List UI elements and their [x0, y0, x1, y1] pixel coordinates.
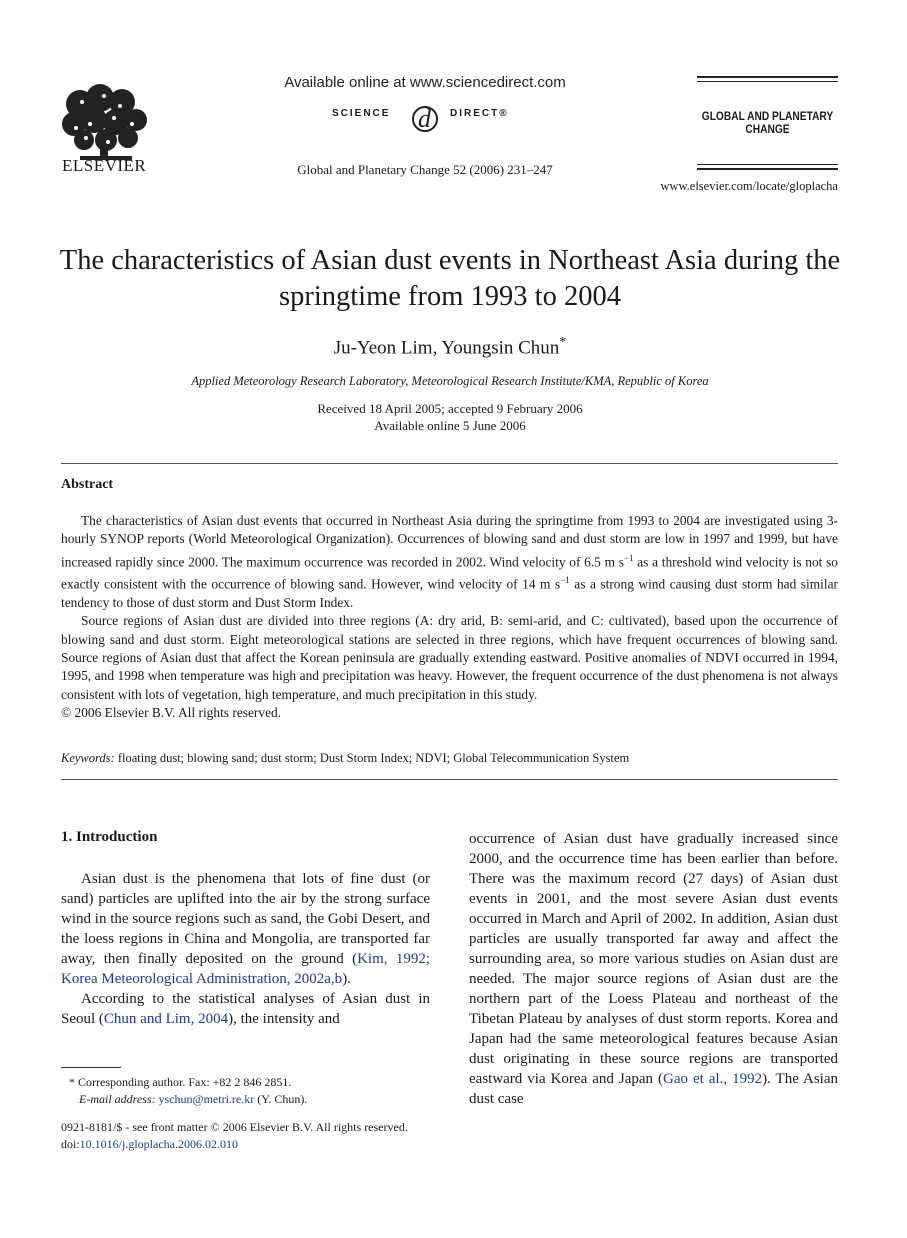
keywords-list: floating dust; blowing sand; dust storm; Dust Storm Index; NDVI; Global Telecommunication System [114, 751, 630, 765]
journal-rule-bottom [697, 168, 838, 170]
journal-rule-top-thin [697, 81, 838, 82]
journal-citation: Global and Planetary Change 52 (2006) 231–247 [297, 162, 553, 177]
copyright-notice: © 2006 Elsevier B.V. All rights reserved. [61, 704, 282, 720]
abstract-paragraph-2: Source regions of Asian dust are divided into three regions (A: dry arid, B: semi-arid, and C: cultivated), based upon the occurrence of blowing sand and dust storm. Eight meteorological stations are selected in three regions, which have frequent occurrences of blowing sand. Source regions of Asian dust that affect the Korean peninsula are gradually extending eastward. Positive anomalies of NDVI occurred in 1994, 1995, and 1998 when temperature was high and precipitation was heavy. However, the frequent occurrence of the dust phenomena is not always consistent with lots of vegetation, high temperature, and much precipitation in this study. [61, 613, 838, 702]
journal-rule-bottom-thin [697, 164, 838, 165]
email-link[interactable]: yschun@metri.re.kr [158, 1092, 255, 1106]
abstract-rule-bottom [61, 779, 838, 780]
keywords [61, 751, 838, 766]
author-names: Ju-Yeon Lim, Youngsin Chun [333, 337, 560, 359]
citation-link-gao[interactable]: Gao et al., 1992 [662, 1071, 763, 1087]
sciencedirect-word-left: SCIENCE [332, 108, 391, 119]
author-list [150, 335, 750, 359]
journal-rule-top [697, 76, 838, 78]
article-dates [200, 400, 700, 434]
column-left [61, 869, 430, 1029]
journal-url[interactable]: www.elsevier.com/locate/gloplacha [660, 179, 838, 193]
affiliation: Applied Meteorology Research Laboratory, Meteorological Research Institute/KMA, Republic of Korea [191, 374, 709, 388]
available-online-text[interactable]: Available online at www.sciencedirect.com [284, 74, 566, 91]
sciencedirect-word-right: DIRECT® [450, 108, 509, 119]
intro-paragraph-1: Asian dust is the phenomena that lots of fine dust (or sand) particles are uplifted into the air by the strong surface wind in the source regions such as sand, the Gobi Desert, and the loess regions in China and Mongolia, are transported far away, then finally deposited on the ground (Kim, 1992; Korea Meteorological Administration, 2002a,b). [61, 871, 430, 987]
svg-text:d: d [418, 104, 431, 133]
abstract-rule-top [61, 463, 838, 464]
abstract-paragraph-1: The characteristics of Asian dust events that occurred in Northeast Asia during the springtime from 1993 to 2004 are investigated using 3-hourly SYNOP reports (World Meteorological Organization). Occurrences of blowing sand and dust storm are low in 1997 and 1999, but have increased rapidly since 2000. The maximum occurrence was recorded in 2002. Wind velocity of 6.5 m $s^{-1}$ as a threshold wind velocity is not so exactly consistent with the occurrence of blowing sand. However, wind velocity of 14 m $s^{-1}$ as a strong wind causing dust storm had similar tendency to those of dust storm and Dust Storm Index. [61, 513, 838, 611]
citation-link-kim[interactable]: Kim, 1992; Korea Meteorological Administration, 2002a,b [61, 951, 430, 987]
abstract-body [61, 512, 838, 722]
column-right [469, 829, 838, 1109]
intro-paragraph-2: According to the statistical analyses of Asian dust in Seoul (Chun and Lim, 2004), the intensity and [61, 991, 430, 1027]
corresponding-author-footnote: * Corresponding author. Fax: +82 2 846 2851. E-mail address: yschun@metri.re.kr (Y. Chun). [69, 1075, 308, 1106]
received-date: Received 18 April 2005; accepted 9 February 2006 [317, 401, 583, 416]
corresponding-author-mark[interactable]: * [559, 335, 567, 350]
sciencedirect-logo-icon [406, 96, 446, 136]
abstract-heading: Abstract [61, 477, 114, 492]
footnote-rule [61, 1067, 121, 1068]
email-label: E-mail address: [79, 1092, 156, 1106]
available-date: Available online 5 June 2006 [374, 418, 526, 433]
issn-line: 0921-8181/$ - see front matter © 2006 Elsevier B.V. All rights reserved. [61, 1120, 408, 1134]
doi-link[interactable]: 10.1016/j.gloplacha.2006.02.010 [79, 1137, 238, 1151]
article-title: The characteristics of Asian dust events in Northeast Asia during the springtime from 1993 to 2004 [59, 245, 841, 312]
journal-name: GLOBAL AND PLANETARY CHANGE [701, 109, 834, 136]
publisher-name: ELSEVIER [62, 156, 147, 175]
keywords-label: Keywords: [61, 751, 115, 765]
intro-paragraph-2-cont: occurrence of Asian dust have gradually increased since 2000, and the occurrence time has been earlier than before. There was the maximum record (27 days) of Asian dust events in 2001, and the most severe Asian dust events occurred in March and April of 2002. In addition, Asian dust particles are usually transported far away and affect the surrounding area, so more various studies on Asian dust are needed. The major source regions of Asian dust are the northern part of the Loess Plateau and northeast of the Tibetan Plateau by analyses of dust storm reports. Korea and Japan had the same meteorological features because Asian dust originating in these source regions are transported eastward via Korea and Japan (Gao et al., 1992). The Asian dust case [469, 831, 838, 1107]
section-heading-introduction: 1. Introduction [61, 829, 158, 845]
issn-doi-block: 0921-8181/$ - see front matter © 2006 Elsevier B.V. All rights reserved. doi:10.1016/j.gloplacha.2006.02.010 [61, 1119, 481, 1153]
citation-link-chun-lim[interactable]: Chun and Lim, 2004 [103, 1011, 229, 1027]
